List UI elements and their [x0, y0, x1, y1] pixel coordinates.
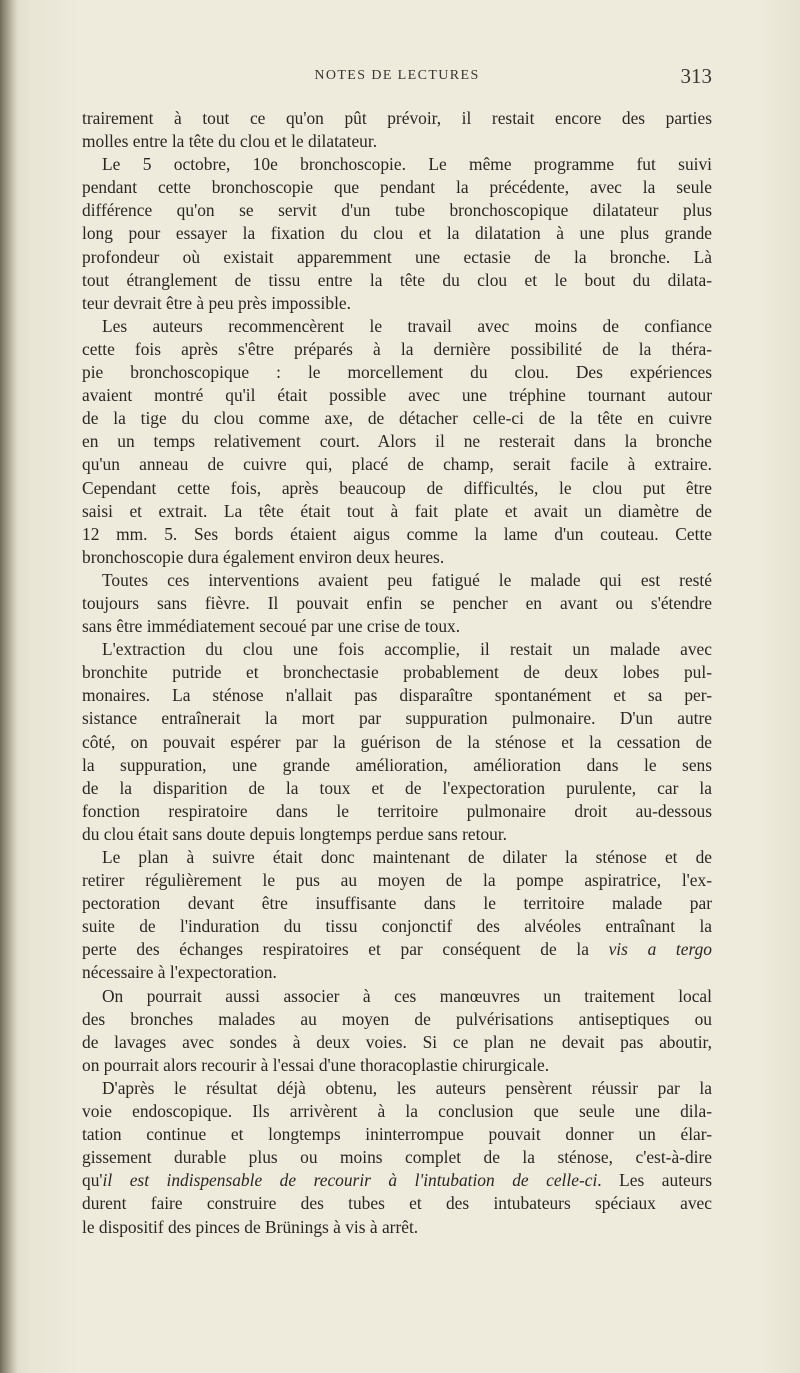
text-line: qu'un anneau de cuivre qui, placé de champ, serait facile à extraire.: [82, 454, 712, 475]
text-line: on pourrait alors recourir à l'essai d'une thoracoplastie chirurgicale.: [82, 1054, 550, 1075]
text-line: avaient montré qu'il était possible avec une tréphine tournant autour: [82, 385, 712, 406]
text-line: en un temps relativement court. Alors il ne resterait dans la bronche: [82, 431, 712, 452]
text-line: teur devrait être à peu près impossible.: [82, 292, 351, 313]
text-line: monaires. La sténose n'allait pas disparaître spontanément et sa per-: [82, 685, 712, 706]
text-line: Le plan à suivre était donc maintenant de dilater la sténose et de: [102, 847, 712, 867]
text-line: saisi et extrait. La tête était tout à fait plate et avait un diamètre de: [82, 500, 712, 521]
page-header: [82, 64, 712, 88]
running-title: NOTES DE LECTURES: [314, 68, 480, 83]
text-line: Les auteurs recommencèrent le travail avec moins de confiance: [102, 315, 712, 336]
text-line: de lavages avec sondes à deux voies. Si ce plan ne devait pas aboutir,: [82, 1031, 712, 1052]
text-line: durent faire construire des tubes et des intubateurs spéciaux avec: [82, 1193, 712, 1214]
text-line: cette fois après s'être préparés à la dernière possibilité de la théra-: [82, 338, 712, 359]
text-line: D'après le résultat déjà obtenu, les auteurs pensèrent réussir par la: [102, 1077, 712, 1098]
text-line: bronchite putride et bronchectasie probablement de deux lobes pul-: [82, 662, 712, 683]
text-line: de la tige du clou comme axe, de détacher celle-ci de la tête en cuivre: [82, 408, 712, 429]
text-segment: qu': [82, 1170, 103, 1191]
text-line: long pour essayer la fixation du clou et la dilatation à une plus grande: [82, 223, 712, 244]
text-segment: . Les auteurs: [597, 1170, 712, 1191]
text-line: côté, on pouvait espérer par la guérison de la sténose et la cessation de: [82, 731, 712, 752]
text-line: On pourrait aussi associer à ces manœuvres un traitement local: [102, 985, 712, 1006]
body-text: [82, 107, 712, 1239]
text-line: sistance entraînerait la mort par suppuration pulmonaire. D'un autre: [82, 708, 712, 729]
text-line: toujours sans fièvre. Il pouvait enfin se pencher en avant ou s'étendre: [82, 592, 712, 613]
text-line: molles entre la tête du clou et le dilatateur.: [82, 131, 378, 152]
text-line: différence qu'on se servit d'un tube bronchoscopique dilatateur plus: [82, 200, 712, 221]
text-line: de la disparition de la toux et de l'expectoration purulente, car la: [82, 777, 712, 798]
text-line: Le 5 octobre, 10e bronchoscopie. Le même programme fut suivi: [102, 154, 712, 175]
italic-phrase: vis a tergo: [608, 939, 712, 960]
text-line: nécessaire à l'expectoration.: [82, 962, 277, 983]
text-line: pectoration devant être insuffisante dans le territoire malade par: [82, 893, 712, 914]
text-line: sans être immédiatement secoué par une crise de toux.: [82, 616, 461, 637]
italic-phrase: il est indispensable de recourir à l'intubation de celle-ci: [102, 1170, 598, 1191]
text-line: retirer régulièrement le pus au moyen de la pompe aspiratrice, l'ex-: [82, 870, 712, 891]
page-number: 313: [680, 64, 712, 88]
text-line: pendant cette bronchoscopie que pendant la précédente, avec la seule: [82, 177, 712, 198]
text-line: 12 mm. 5. Ses bords étaient aigus comme la lame d'un couteau. Cette: [82, 523, 712, 544]
text-line: du clou était sans doute depuis longtemps perdue sans retour.: [82, 823, 508, 844]
book-gutter-shadow: [0, 0, 18, 1373]
text-line: L'extraction du clou une fois accomplie, il restait un malade avec: [102, 639, 712, 660]
text-line: profondeur où existait apparemment une ectasie de la bronche. Là: [82, 246, 712, 267]
text-line: [82, 1169, 712, 1192]
text-line: bronchoscopie dura également environ deux heures.: [82, 546, 445, 567]
text-line: des bronches malades au moyen de pulvérisations antiseptiques ou: [82, 1008, 712, 1029]
text-line: Cependant cette fois, après beaucoup de difficultés, le clou put être: [82, 477, 712, 498]
text-line: suite de l'induration du tissu conjonctif des alvéoles entraînant la: [82, 916, 712, 937]
text-line: tation continue et longtemps ininterrompue pouvait donner un élar-: [82, 1124, 712, 1145]
text-line: tout étranglement de tissu entre la tête du clou et le bout du dilata-: [82, 269, 712, 290]
text-line: trairement à tout ce qu'on pût prévoir, il restait encore des parties: [82, 108, 712, 128]
text-line: fonction respiratoire dans le territoire pulmonaire droit au-dessous: [82, 800, 712, 821]
text-line: [82, 938, 712, 961]
text-line: Toutes ces interventions avaient peu fatigué le malade qui est resté: [102, 569, 712, 590]
text-line: gissement durable plus ou moins complet de la sténose, c'est-à-dire: [82, 1147, 712, 1168]
text-segment: perte des échanges respiratoires et par conséquent de la: [82, 939, 609, 960]
text-line: le dispositif des pinces de Brünings à vis à arrêt.: [82, 1216, 419, 1237]
text-line: la suppuration, une grande amélioration, amélioration dans le sens: [82, 754, 712, 775]
text-line: pie bronchoscopique : le morcellement du clou. Des expériences: [82, 362, 712, 383]
text-line: voie endoscopique. Ils arrivèrent à la conclusion que seule une dila-: [82, 1101, 712, 1122]
